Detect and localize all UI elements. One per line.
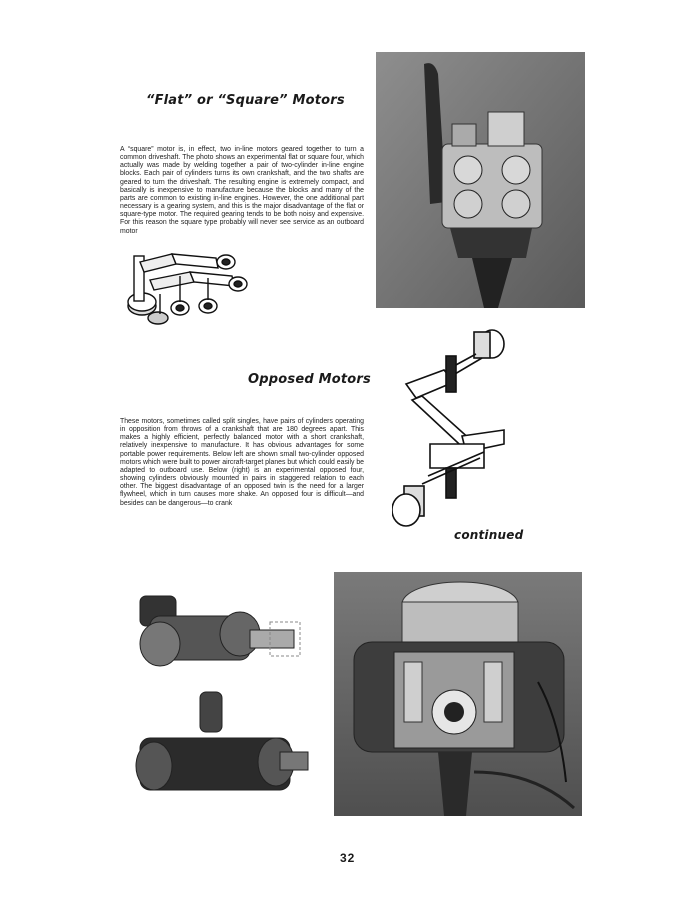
photo-experimental-opposed-four — [334, 572, 582, 816]
section-body-opposed-text: These motors, sometimes called split singles, have pairs of cylinders operating in opposition from throws of a crankshaft that are 180 degrees apart. This makes a highly efficient, perfectly balanced motor with a short crankshaft, relatively inexpensive to manufacture. It has obvious advantages for some portable power requirements. Below left are shown small two-cylinder opposed motors which were built to power aircraft-target planes but which could easily be adapted to outboard use. Below (right) is an experimental opposed four, showing cylinders obviously mounted in pairs in staggered relation to each other. The biggest disadvantage of an opposed twin is the need for a larger flywheel, which in turn causes more shake. An opposed four is difficult—and besides can be dangerous—to crank — [120, 418, 364, 507]
section-body-flat-square — [120, 146, 364, 236]
square-motor-crankshaft-diagram — [120, 236, 252, 332]
photo-square-four-engine — [376, 52, 585, 308]
section-body-opposed — [120, 418, 364, 508]
opposed-motor-crankshaft-diagram — [392, 326, 510, 536]
section-body-flat-square-text: A “square” motor is, in effect, two in-line motors geared together to turn a common driveshaft. The photo shows an experimental flat or square four, which actually was made by welding together a pair of two-cylinder in-line engine blocks. Each pair of cylinders turns its own crankshaft, and the two shafts are geared to turn the driveshaft. The resulting engine is extremely compact, and basically is inexpensive to manufacture because the blocks and many of the parts are common to existing in-line engines. However, the one additional part necessary is a gearing system, and this is the major disadvantage of the flat or square-type motor. The required gearing tends to be both noisy and expensive. For this reason the square type probably will never see service as an outboard motor — [120, 146, 364, 235]
section-title-opposed: Opposed Motors — [248, 372, 371, 387]
section-title-flat-square: “Flat” or “Square” Motors — [146, 93, 345, 108]
photo-two-cylinder-opposed-motors — [120, 576, 320, 820]
continued-label: continued — [454, 528, 524, 542]
page-number: 32 — [340, 851, 356, 865]
